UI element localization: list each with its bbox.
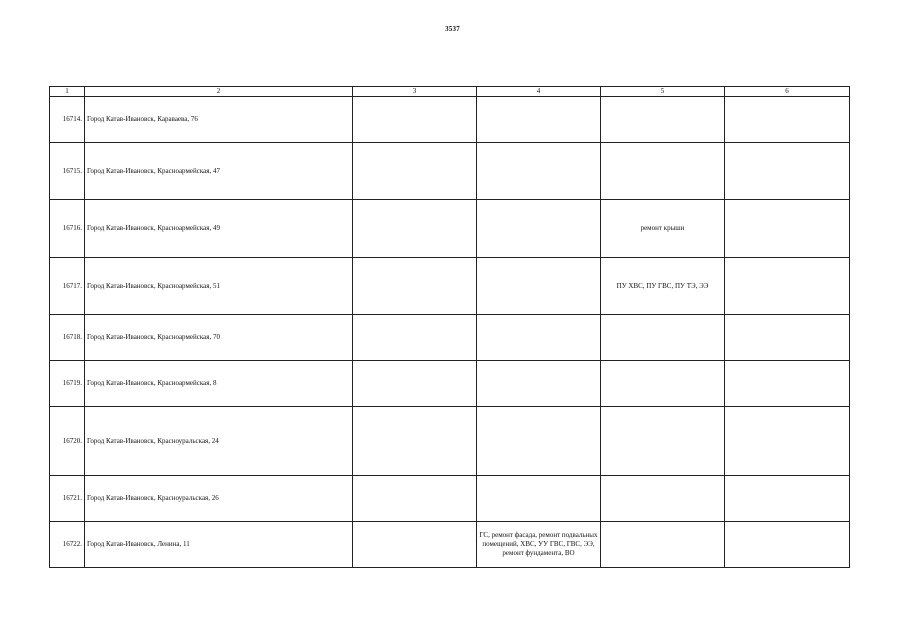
row-col5 <box>601 361 725 407</box>
row-col3 <box>353 315 477 361</box>
column-header-6: 6 <box>725 87 850 97</box>
row-address: Город Катав-Ивановск, Красноуральская, 26 <box>85 476 353 522</box>
row-address: Город Катав-Ивановск, Красноармейская, 70 <box>85 315 353 361</box>
column-header-3: 3 <box>353 87 477 97</box>
row-col3 <box>353 200 477 258</box>
row-col3 <box>353 97 477 143</box>
row-col5 <box>601 143 725 200</box>
row-address: Город Катав-Ивановск, Красноармейская, 49 <box>85 200 353 258</box>
row-col5 <box>601 315 725 361</box>
row-col6 <box>725 200 850 258</box>
table-row <box>50 522 850 568</box>
row-number: 16718. <box>50 315 85 361</box>
table-row <box>50 407 850 476</box>
row-col6 <box>725 143 850 200</box>
table-row <box>50 476 850 522</box>
row-col5 <box>601 522 725 568</box>
row-number: 16715. <box>50 143 85 200</box>
row-col4 <box>477 315 601 361</box>
row-number: 16719. <box>50 361 85 407</box>
row-col6 <box>725 97 850 143</box>
row-col3 <box>353 522 477 568</box>
row-number: 16716. <box>50 200 85 258</box>
row-col3 <box>353 476 477 522</box>
row-col5: ПУ ХВС, ПУ ГВС, ПУ ТЭ, ЭЭ <box>601 258 725 315</box>
row-col3 <box>353 407 477 476</box>
row-col3 <box>353 361 477 407</box>
row-col4 <box>477 407 601 476</box>
row-number: 16717. <box>50 258 85 315</box>
row-col5 <box>601 476 725 522</box>
row-col3 <box>353 258 477 315</box>
row-col6 <box>725 407 850 476</box>
table-row <box>50 97 850 143</box>
row-address: Город Катав-Ивановск, Красноармейская, 51 <box>85 258 353 315</box>
row-col5: ремонт крыши <box>601 200 725 258</box>
row-col4: ГС, ремонт фасада, ремонт подвальных помещений, ХВС, УУ ГВС, ГВС, ЭЭ, ремонт фундамента, ВО <box>477 522 601 568</box>
table-row <box>50 258 850 315</box>
table-row <box>50 361 850 407</box>
column-header-5: 5 <box>601 87 725 97</box>
row-number: 16720. <box>50 407 85 476</box>
row-col4 <box>477 200 601 258</box>
row-col4 <box>477 476 601 522</box>
header-row <box>50 87 850 97</box>
row-address: Город Катав-Ивановск, Ленина, 11 <box>85 522 353 568</box>
row-address: Город Катав-Ивановск, Красноуральская, 24 <box>85 407 353 476</box>
row-col5 <box>601 97 725 143</box>
row-col4 <box>477 361 601 407</box>
row-number: 16722. <box>50 522 85 568</box>
page-number: 3537 <box>445 25 460 33</box>
table-row <box>50 200 850 258</box>
row-col4 <box>477 258 601 315</box>
row-col6 <box>725 315 850 361</box>
table-row <box>50 315 850 361</box>
row-number: 16721. <box>50 476 85 522</box>
row-col4 <box>477 97 601 143</box>
row-col6 <box>725 258 850 315</box>
row-address: Город Катав-Ивановск, Красноармейская, 8 <box>85 361 353 407</box>
row-col6 <box>725 476 850 522</box>
column-header-2: 2 <box>85 87 353 97</box>
row-col6 <box>725 522 850 568</box>
row-address: Город Катав-Ивановск, Караваева, 76 <box>85 97 353 143</box>
registry-table <box>49 86 850 568</box>
column-header-1: 1 <box>50 87 85 97</box>
row-col4 <box>477 143 601 200</box>
row-number: 16714. <box>50 97 85 143</box>
column-header-4: 4 <box>477 87 601 97</box>
table-row <box>50 143 850 200</box>
row-col3 <box>353 143 477 200</box>
row-address: Город Катав-Ивановск, Красноармейская, 47 <box>85 143 353 200</box>
row-col5 <box>601 407 725 476</box>
row-col6 <box>725 361 850 407</box>
